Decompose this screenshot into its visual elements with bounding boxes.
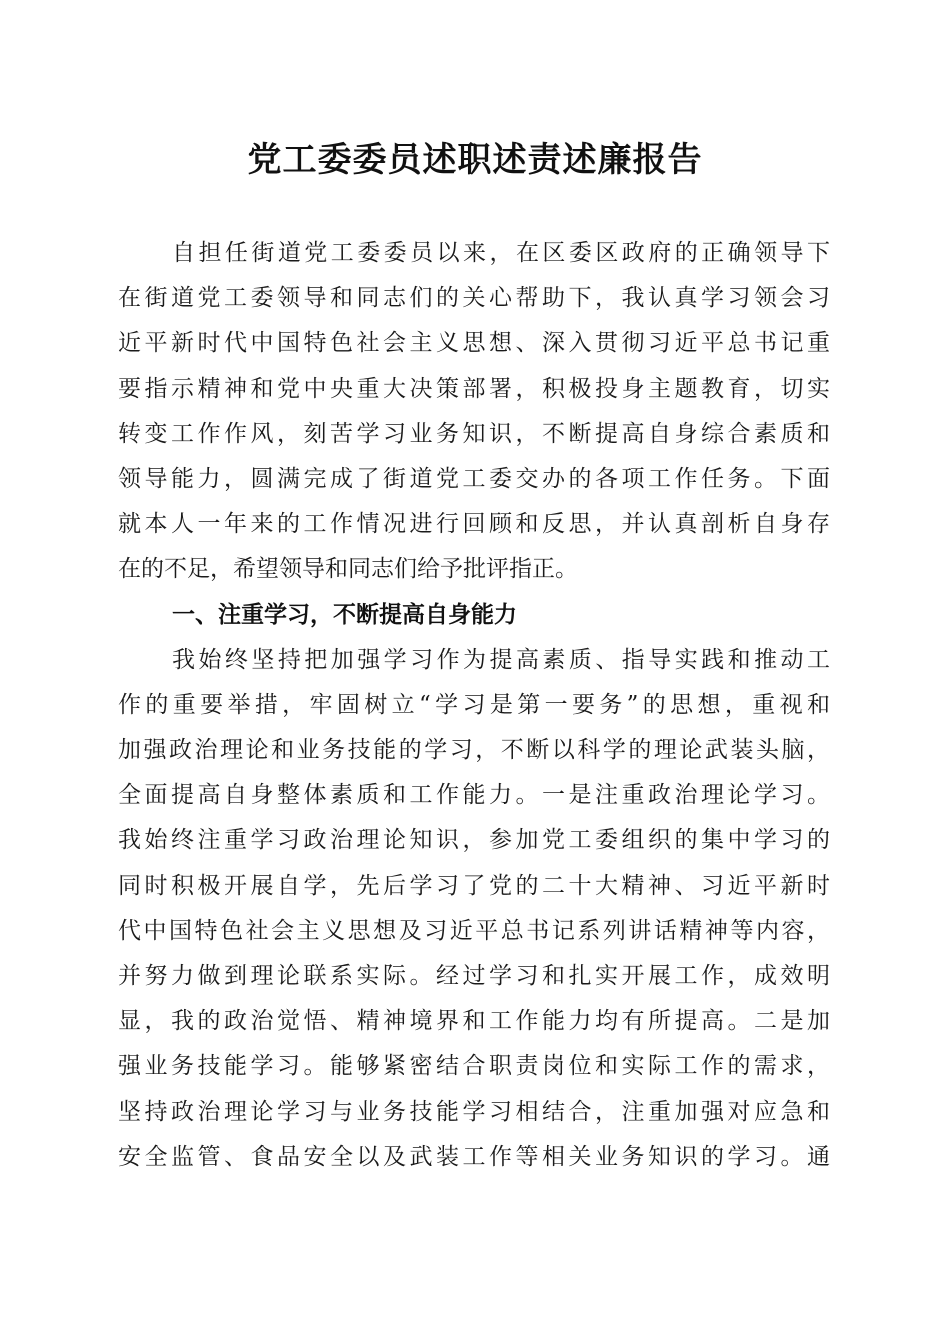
paragraph-line: 领导能力，圆满完成了街道党工委交办的各项工作任务。下面 <box>118 465 830 492</box>
paragraph-line: 坚持政治理论学习与业务技能学习相结合，注重加强对应急和 <box>118 1098 830 1125</box>
paragraph-line: 显，我的政治觉悟、精神境界和工作能力均有所提高。二是加 <box>118 1008 830 1035</box>
paragraph-line: 强业务技能学习。能够紧密结合职责岗位和实际工作的需求， <box>118 1053 830 1080</box>
paragraph-line: 在街道党工委领导和同志们的关心帮助下，我认真学习领会习 <box>118 285 830 312</box>
paragraph-line: 加强政治理论和业务技能的学习，不断以科学的理论武装头脑， <box>118 737 830 764</box>
document-title: 党工委委员述职述责述廉报告 <box>247 140 703 180</box>
paragraph-line: 代中国特色社会主义思想及习近平总书记系列讲话精神等内容， <box>118 917 830 944</box>
paragraph-line: 自担任街道党工委委员以来，在区委区政府的正确领导下 <box>172 240 830 266</box>
document-body <box>118 231 830 1180</box>
paragraph-line: 就本人一年来的工作情况进行回顾和反思，并认真剖析自身存 <box>118 511 830 538</box>
paragraph-line: 同时积极开展自学，先后学习了党的二十大精神、习近平新时 <box>118 872 830 899</box>
paragraph-line: 近平新时代中国特色社会主义思想、深入贯彻习近平总书记重 <box>118 330 830 357</box>
paragraph-line: 要指示精神和党中央重大决策部署，积极投身主题教育，切实 <box>118 375 830 402</box>
paragraph-line: 我始终注重学习政治理论知识，参加党工委组织的集中学习的 <box>118 827 830 854</box>
paragraph-line: 作的重要举措，牢固树立“学习是第一要务”的思想，重视和 <box>118 691 830 718</box>
paragraph-line: 我始终坚持把加强学习作为提高素质、指导实践和推动工 <box>172 646 830 673</box>
section-heading: 一、注重学习，不断提高自身能力 <box>172 601 517 628</box>
paragraph-line: 安全监管、食品安全以及武装工作等相关业务知识的学习。通 <box>118 1143 830 1170</box>
paragraph-line: 全面提高自身整体素质和工作能力。一是注重政治理论学习。 <box>118 782 830 809</box>
paragraph-line: 转变工作作风，刻苦学习业务知识，不断提高自身综合素质和 <box>118 420 830 447</box>
paragraph-line: 在的不足，希望领导和同志们给予批评指正。 <box>118 556 578 583</box>
paragraph-line: 并努力做到理论联系实际。经过学习和扎实开展工作，成效明 <box>118 963 830 989</box>
